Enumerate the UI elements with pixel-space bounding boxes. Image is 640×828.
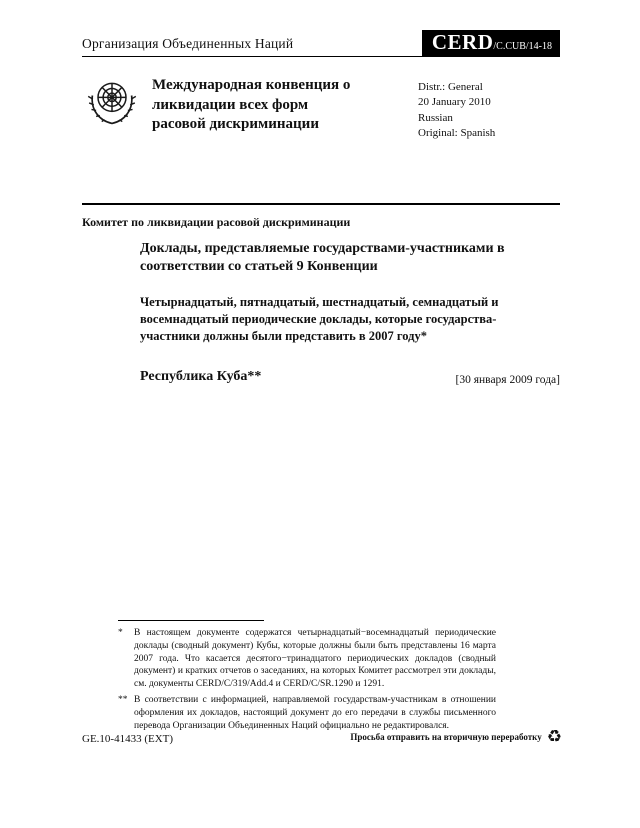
doc-symbol-suffix: /C.CUB/14-18 (493, 41, 552, 52)
masthead (82, 30, 560, 57)
doc-symbol: CERD (431, 30, 494, 54)
footnote-1-text: В настоящем документе содержатся четырнадцатый−восемнадцатый периодические доклады (сводный документ) Кубы, которые должны были быть представлены 16 марта 2007 года. Что касается десятого−тринадцатого периодических докладов (сводный документ) и кратких отчетов о заседаниях, на которых Комитет рассмотрел эти доклады, см. документы CERD/C/319/Add.4 и CERD/C/SR.1290 и 1291. (134, 628, 496, 690)
document-body (140, 240, 560, 385)
committee-name: Комитет по ликвидации расовой дискриминации (82, 215, 351, 229)
distr-line: Distr.: General (418, 81, 483, 93)
received-date: [30 января 2009 года] (455, 374, 560, 386)
document-number: GE.10-41433 (EXT) (82, 733, 174, 745)
footnotes (118, 620, 496, 736)
emblem-row (84, 74, 560, 142)
doc-symbol-box (422, 30, 560, 56)
footnote-2-marker: ** (118, 695, 128, 706)
footnote-2-text: В соответствии с информацией, направляемой государствам-участникам в отношении оформления их докладов, настоящий документ до его передачи в службы письменного перевода Организации Объединенных Наций официально не редактировался. (134, 695, 496, 731)
distr-date: 20 January 2010 (418, 96, 491, 109)
distribution-block (418, 74, 560, 142)
un-emblem-icon (84, 74, 140, 130)
convention-title: Международная конвенция о ликвидации всех форм расовой дискриминации (152, 77, 351, 132)
report-subtitle: Четырнадцатый, пятнадцатый, шестнадцатый, семнадцатый и восемнадцатый периодические доклады, которые государства-участники должны были представить в 2007 году* (140, 295, 499, 344)
country-name: Республика Куба** (140, 369, 262, 384)
footnote-2 (118, 694, 496, 732)
footnote-1-marker: * (118, 628, 123, 638)
recycle-notice (350, 728, 562, 745)
org-name: Организация Объединенных Наций (82, 36, 294, 51)
distr-original: Original: Spanish (418, 127, 496, 140)
recycle-icon: ♻ (546, 727, 562, 746)
report-title: Доклады, представляемые государствами-участниками в соответствии со статьей 9 Конвенции (140, 241, 505, 275)
footnote-1 (118, 627, 496, 691)
section-divider (82, 203, 560, 205)
recycle-note-text: Просьба отправить на вторичную переработку (350, 731, 542, 742)
distr-language: Russian (418, 111, 453, 124)
footnote-divider (118, 620, 264, 621)
